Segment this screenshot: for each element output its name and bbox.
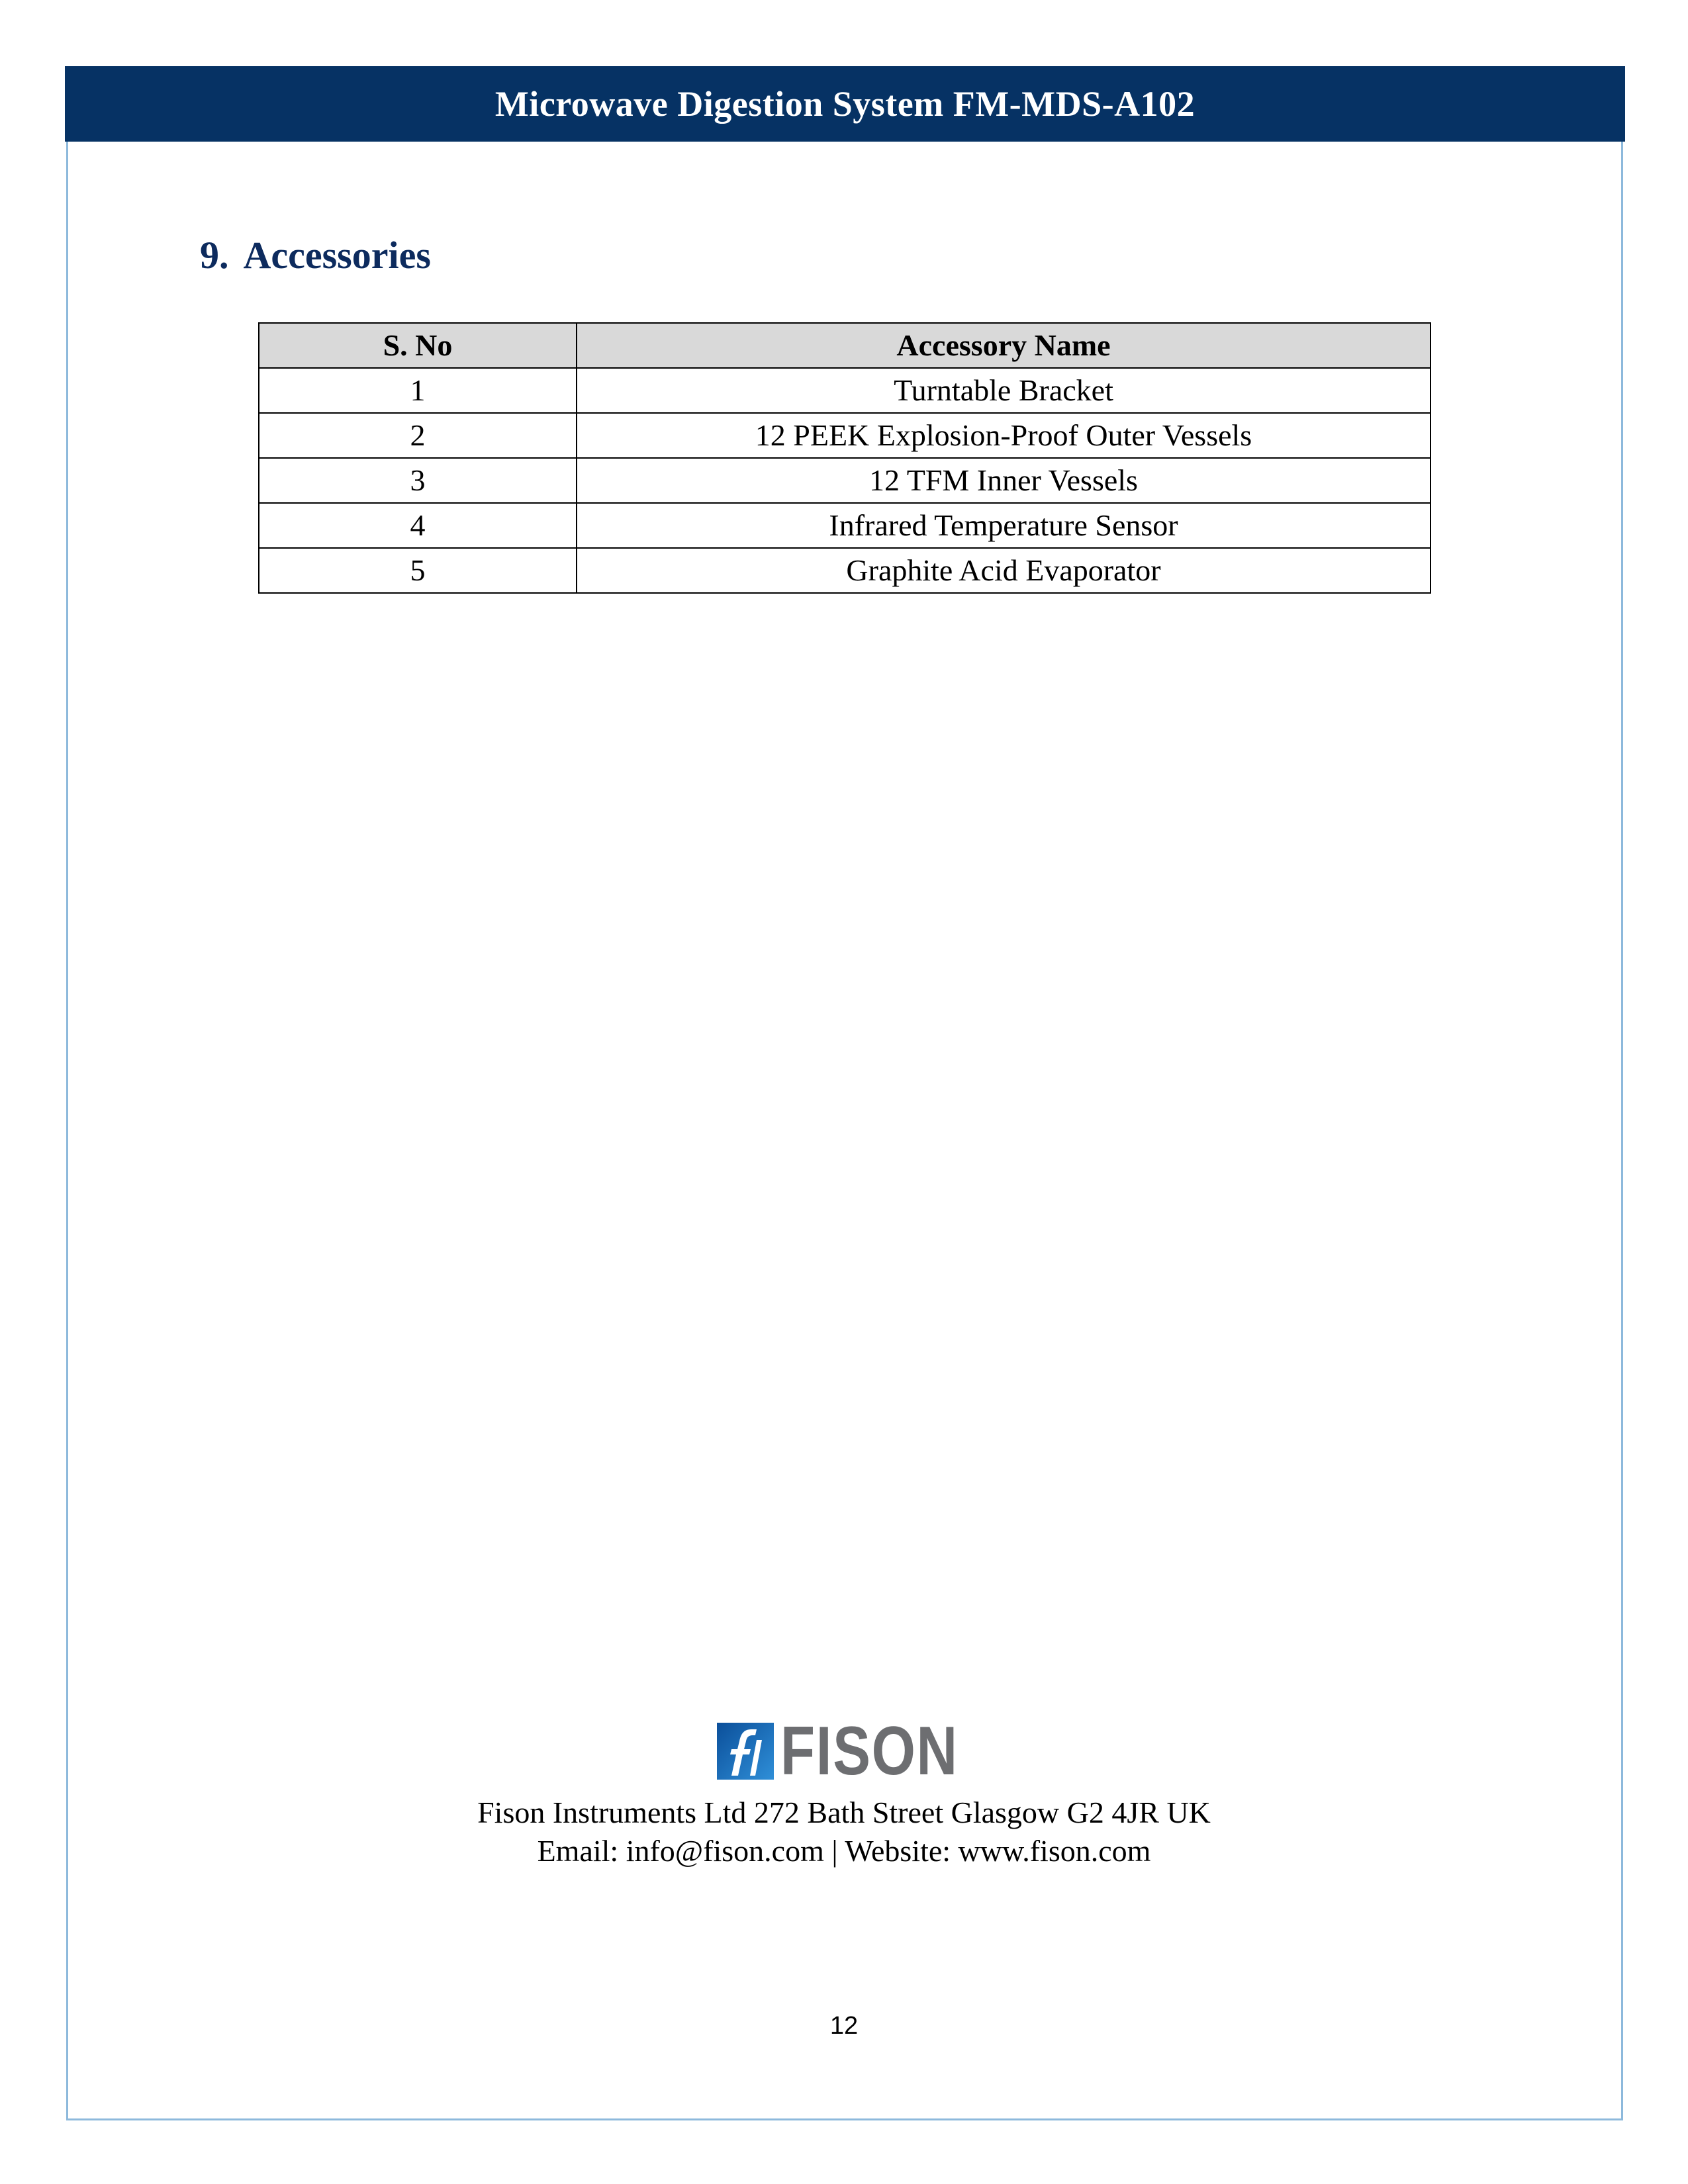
page-number: 12 [829, 2012, 859, 2040]
cell-name: 12 PEEK Explosion-Proof Outer Vessels [577, 413, 1430, 458]
column-header-sno: S. No [259, 323, 577, 368]
section-title: Accessories [243, 234, 431, 277]
table-row [259, 413, 1430, 458]
document-title: Microwave Digestion System FM-MDS-A102 [494, 84, 1196, 124]
company-contact: Email: info@fison.com | Website: www.fison.com [537, 1834, 1151, 1868]
cell-sno: 3 [259, 458, 577, 503]
fison-logo-mark-icon [717, 1723, 774, 1780]
logo-wordmark: FISON [780, 1713, 959, 1790]
cell-sno: 2 [259, 413, 577, 458]
accessories-table [258, 322, 1431, 594]
footer [0, 1713, 1688, 1870]
cell-name: Turntable Bracket [577, 368, 1430, 413]
cell-sno: 5 [259, 548, 577, 593]
header-bar [65, 66, 1625, 142]
fison-logo [0, 1713, 1688, 1790]
section-number: 9. [200, 234, 229, 277]
cell-sno: 4 [259, 503, 577, 548]
table-row [259, 548, 1430, 593]
cell-name: Graphite Acid Evaporator [577, 548, 1430, 593]
cell-name: Infrared Temperature Sensor [577, 503, 1430, 548]
cell-sno: 1 [259, 368, 577, 413]
table-header-row [259, 323, 1430, 368]
table-row [259, 368, 1430, 413]
company-address: Fison Instruments Ltd 272 Bath Street Glasgow G2 4JR UK [477, 1796, 1211, 1829]
table-row [259, 503, 1430, 548]
cell-name: 12 TFM Inner Vessels [577, 458, 1430, 503]
table-row [259, 458, 1430, 503]
section-heading [200, 233, 431, 277]
column-header-name: Accessory Name [577, 323, 1430, 368]
